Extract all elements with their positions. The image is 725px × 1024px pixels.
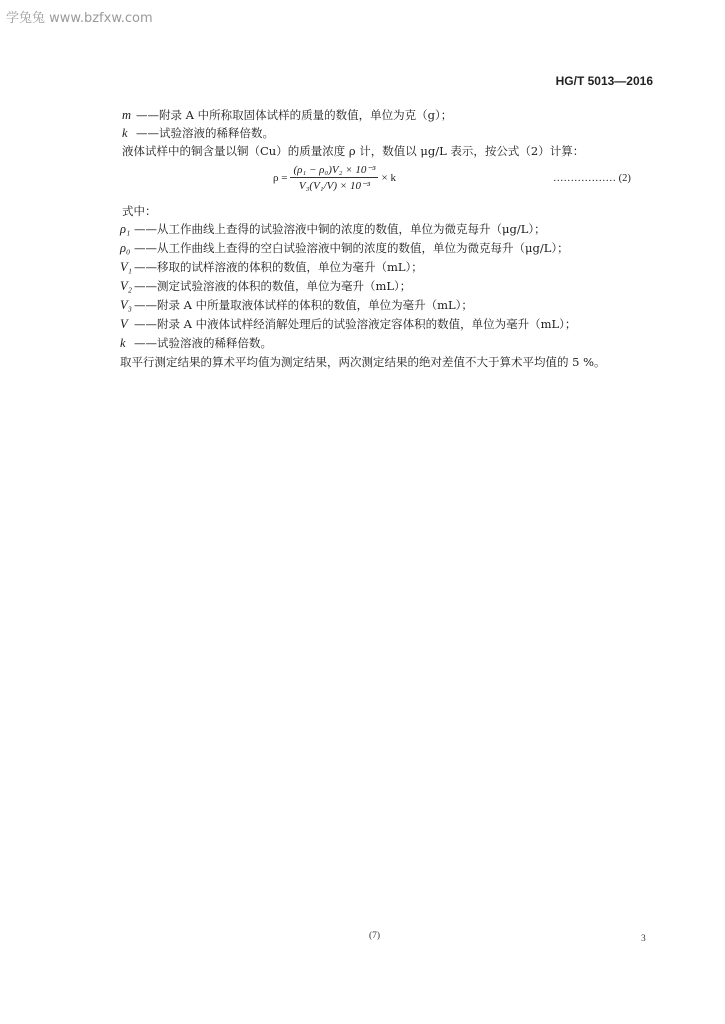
footer-center: (7) [369,931,381,941]
definition-row [120,259,423,275]
definition-symbol: k [120,336,126,350]
definition-symbol: ρ₁ [120,222,131,236]
definition-row [120,297,473,313]
formula-numerator: (ρ₁ − ρ₀)V₂ × 10⁻³ [290,163,378,178]
definition-row [122,107,452,123]
formula-denominator: V₃(V₁/V) × 10⁻³ [298,180,371,192]
definition-row [122,125,274,141]
paragraph-result: 取平行测定结果的算术平均值为测定结果，两次测定结果的绝对差值不大于算术平均值的 5 %。 [120,355,606,369]
definition-row [120,335,272,351]
definition-text: ——附录 A 中液体试样经消解处理后的试验溶液定容体积的数值，单位为毫升（mL）； [134,317,577,331]
definition-text: ——试验溶液的稀释倍数。 [136,126,274,140]
formula-2 [273,163,396,192]
definition-symbol: V₃ [120,298,132,312]
definition-text: ——附录 A 中所称取固体试样的质量的数值，单位为克（g）； [136,108,453,122]
definition-text: ——从工作曲线上查得的试验溶液中铜的浓度的数值，单位为微克每升（μg/L）； [134,222,546,236]
watermark: 学兔兔 www.bzfxw.com [6,11,153,26]
paragraph-liquid-sample: 液体试样中的铜含量以铜（Cu）的质量浓度 ρ 计，数值以 μg/L 表示，按公式（2）计算： [122,144,585,158]
definition-symbol: m [122,108,132,122]
formula-lhs: ρ = [273,171,288,184]
definition-text: ——移取的试样溶液的体积的数值，单位为毫升（mL）； [134,260,423,274]
definition-symbol: V₁ [120,260,132,274]
definition-symbol: V [120,317,128,331]
definition-row [120,316,576,332]
definition-row [120,240,569,256]
definition-symbol: k [122,126,128,140]
standard-number: HG/T 5013—2016 [555,74,653,88]
formula-tail: × k [381,171,396,184]
definition-row [120,221,546,237]
definition-text: ——试验溶液的稀释倍数。 [134,336,272,350]
definition-row [120,278,411,294]
definition-text: ——附录 A 中所量取液体试样的体积的数值，单位为毫升（mL）； [134,298,473,312]
page-number: 3 [641,934,646,944]
definition-text: ——从工作曲线上查得的空白试验溶液中铜的浓度的数值，单位为微克每升（μg/L）； [134,241,569,255]
definition-symbol: V₂ [120,279,132,293]
definition-symbol: ρ₀ [120,241,131,255]
formula-fraction [290,163,378,192]
where-label: 式中： [122,204,157,218]
formula-number: ……………… (2) [553,173,631,184]
definition-text: ——测定试验溶液的体积的数值，单位为毫升（mL）； [134,279,412,293]
